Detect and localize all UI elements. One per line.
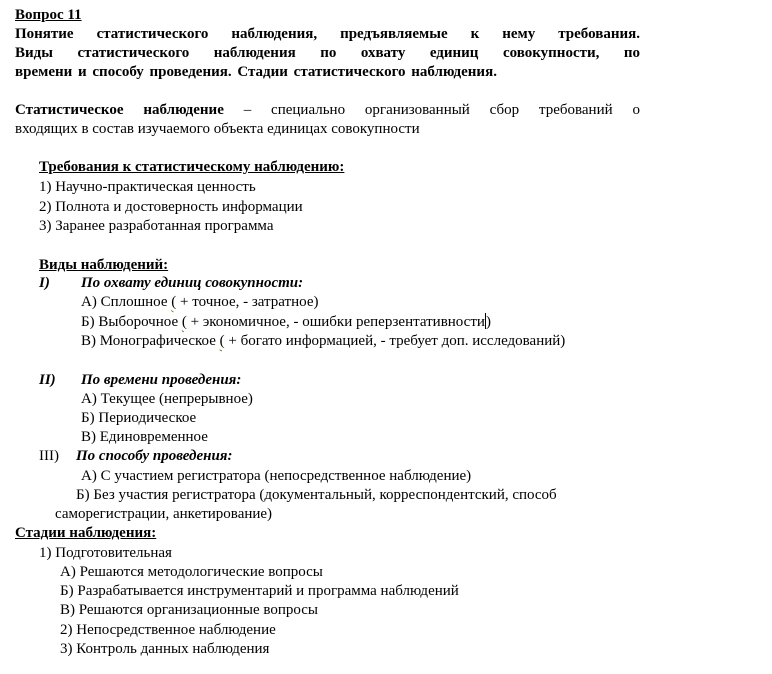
coverage-item-c: В) Монографическое ( + богато информацией, - требует доп. исследований)	[81, 333, 566, 349]
requirement-item-1: 1) Научно-практическая ценность	[39, 179, 256, 195]
time-title: По времени проведения:	[81, 372, 242, 388]
method-numeral: III)	[39, 448, 59, 464]
requirement-item-3: 3) Заранее разработанная программа	[39, 218, 274, 234]
coverage-item-a: А) Сплошное ( + точное, - затратное)	[81, 294, 319, 310]
requirement-item-2: 2) Полнота и достоверность информации	[39, 199, 303, 215]
definition-line-2: входящих в состав изучаемого объекта единицах совокупности	[15, 121, 420, 137]
requirements-heading: Требования к статистическому наблюдению:	[39, 159, 345, 175]
stage-item-2: 2) Непосредственное наблюдение	[60, 622, 276, 638]
coverage-numeral: I)	[39, 275, 50, 291]
coverage-title: По охвату единиц совокупности:	[81, 275, 304, 291]
stages-heading: Стадии наблюдения:	[15, 525, 157, 541]
question-title-line-3: времени и способу проведения. Стадии статистического наблюдения.	[15, 64, 497, 80]
coverage-item-b: Б) Выборочное ( + экономичное, - ошибки реперзентативности)	[81, 314, 491, 330]
question-title-line-2: Виды статистического наблюдения по охвату единиц совокупности, по	[15, 45, 640, 61]
stage-substep-c: В) Решаются организационные вопросы	[60, 602, 318, 618]
stage-substep-b: Б) Разрабатывается инструментарий и программа наблюдений	[60, 583, 459, 599]
time-numeral: II)	[39, 372, 56, 388]
method-title: По способу проведения:	[76, 448, 233, 464]
method-item-b-line-1: Б) Без участия регистратора (документальный, корреспондентский, способ	[76, 487, 557, 503]
time-item-c: В) Единовременное	[81, 429, 208, 445]
stage-item-1: 1) Подготовительная	[39, 545, 172, 561]
question-number: Вопрос 11	[15, 7, 82, 23]
stage-item-3: 3) Контроль данных наблюдения	[60, 641, 270, 657]
question-title-line-1: Понятие статистического наблюдения, предъявляемые к нему требования.	[15, 26, 640, 42]
time-item-a: А) Текущее (непрерывное)	[81, 391, 253, 407]
types-heading: Виды наблюдений:	[39, 257, 169, 273]
definition-term: Статистическое наблюдение	[15, 102, 224, 118]
time-item-b: Б) Периодическое	[81, 410, 197, 426]
definition-text-1: – специально организованный сбор требований о	[223, 102, 640, 118]
definition-line-1	[15, 101, 640, 120]
method-item-b-line-2: саморегистрации, анкетирование)	[55, 506, 273, 522]
method-item-a: А) С участием регистратора (непосредственное наблюдение)	[81, 468, 472, 484]
stage-substep-a: А) Решаются методологические вопросы	[60, 564, 323, 580]
